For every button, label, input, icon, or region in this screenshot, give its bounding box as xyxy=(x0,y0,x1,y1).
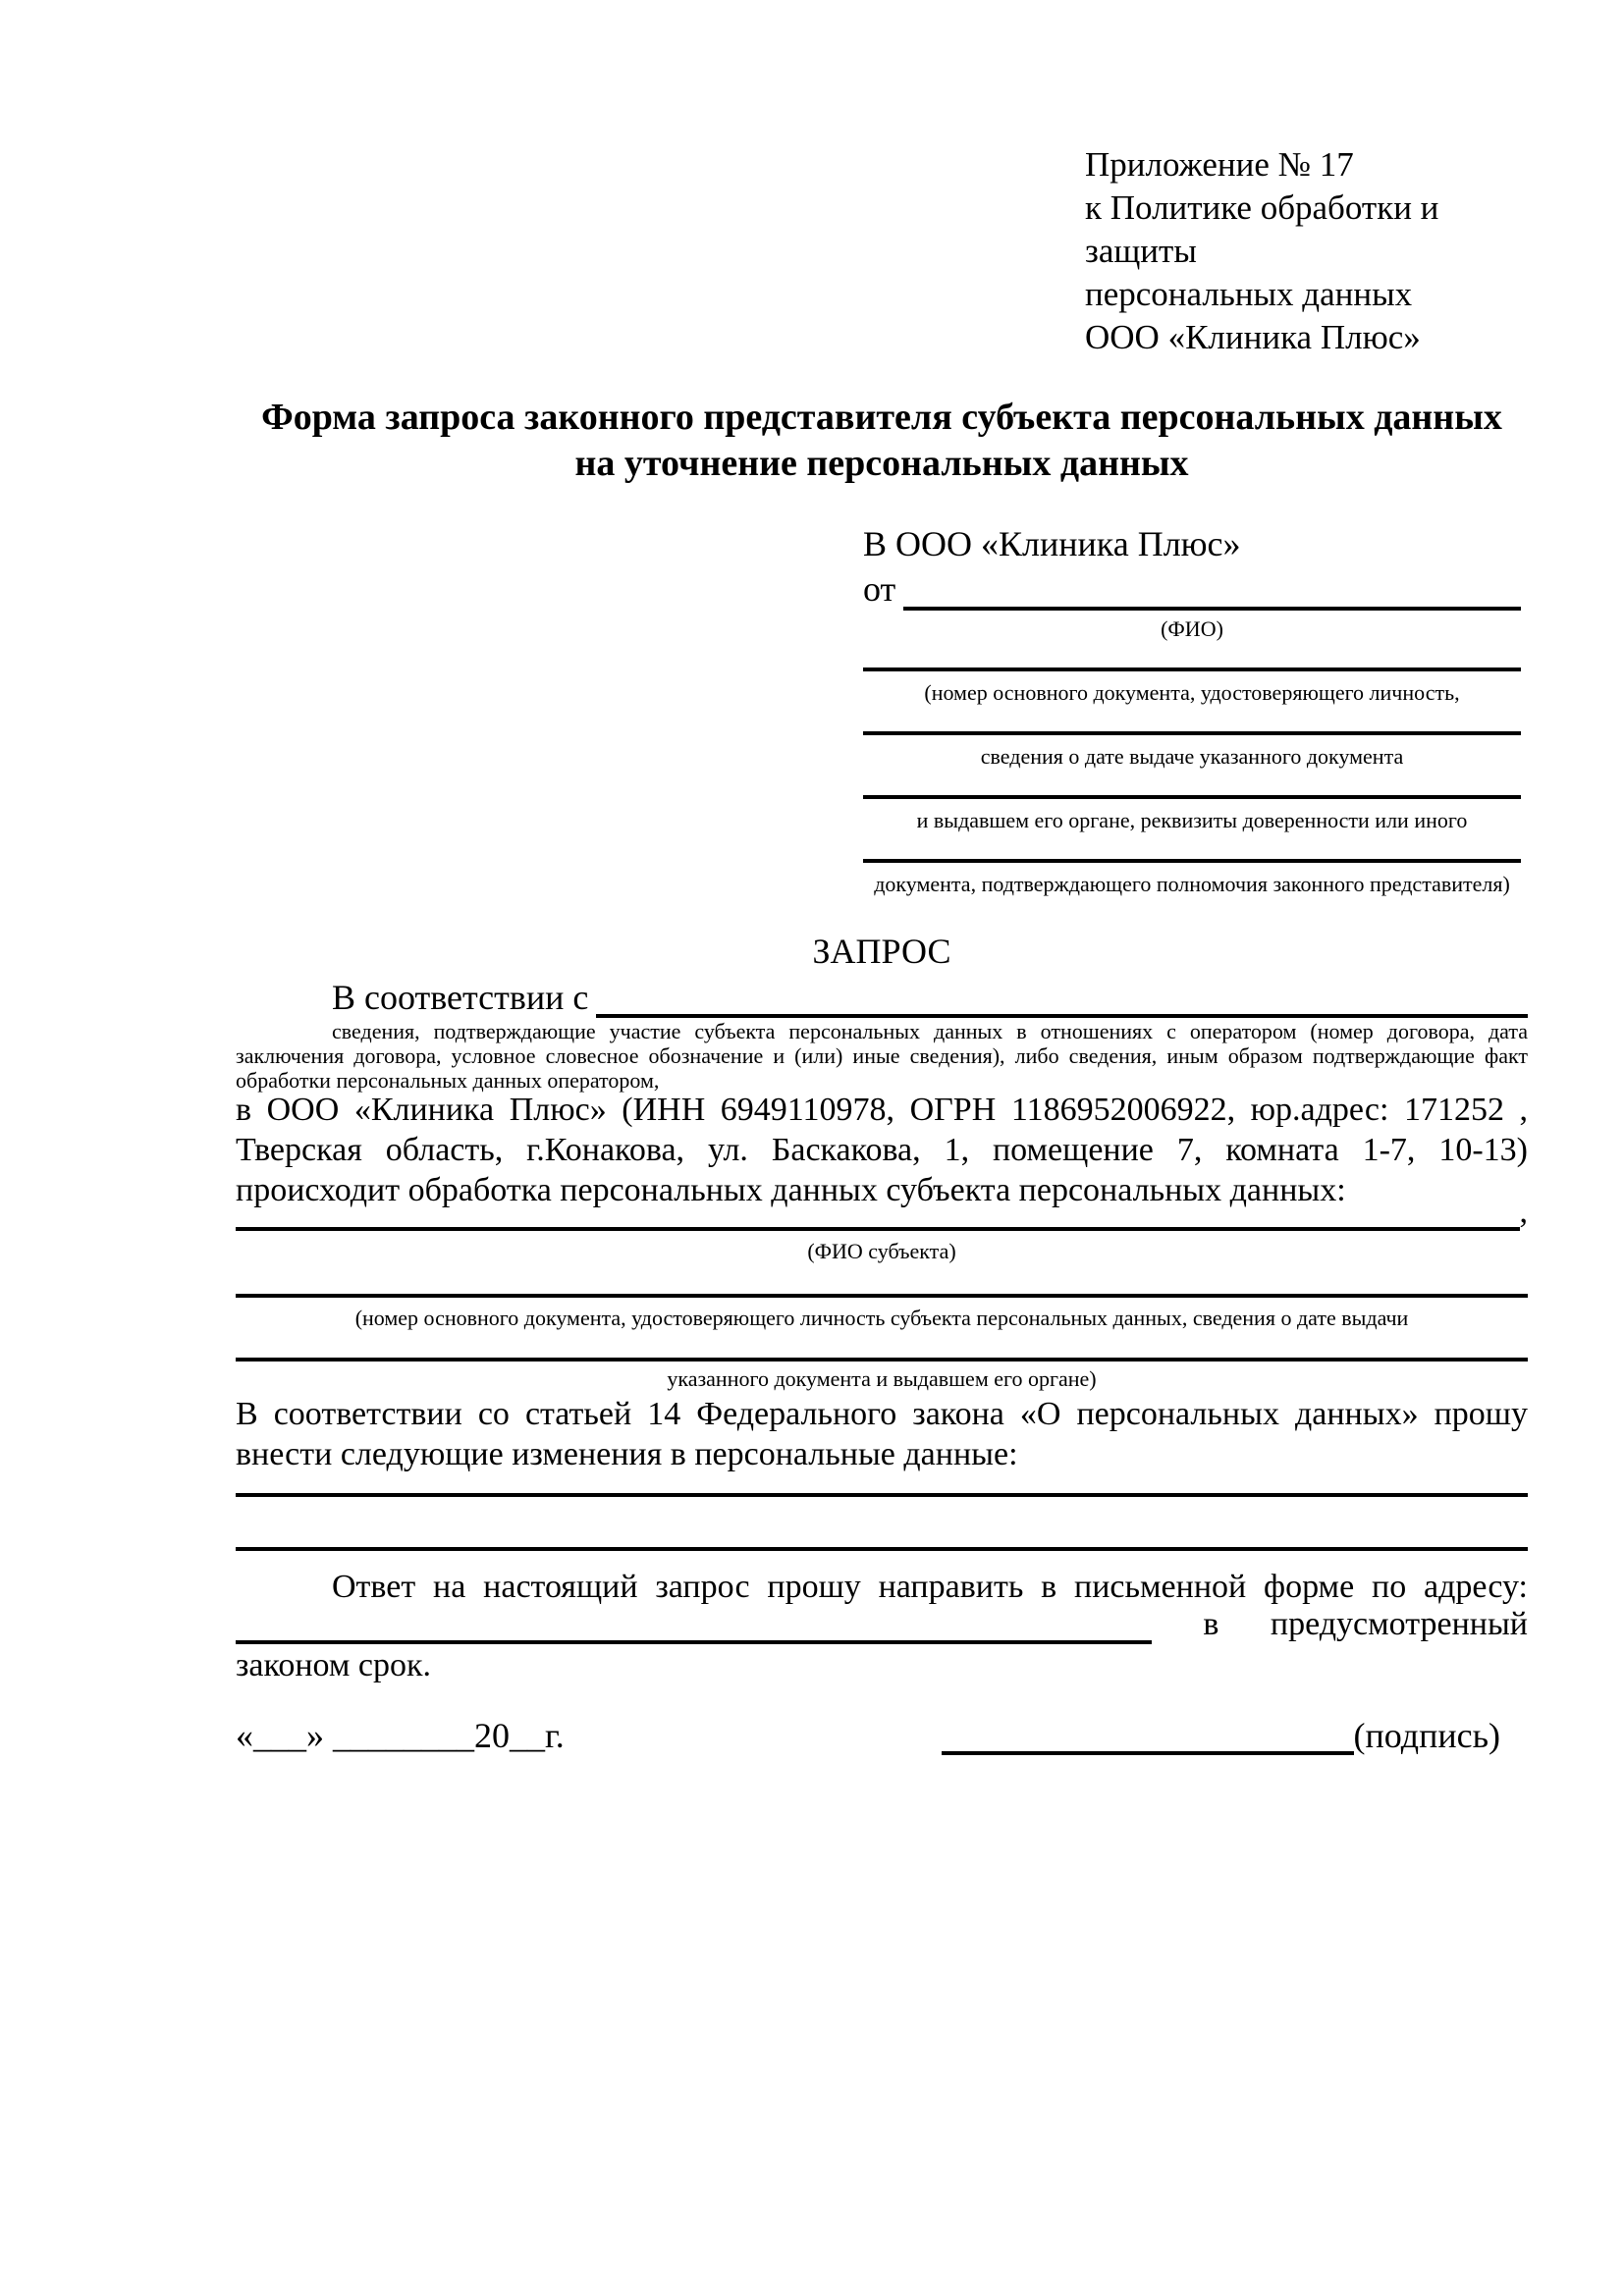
field-caption-1: (номер основного документа, удостоверяющего личность, xyxy=(924,680,1460,705)
appendix-block xyxy=(1085,143,1546,359)
reply-word-predusmotrenny: предусмотренный xyxy=(1270,1606,1528,1642)
signature-group xyxy=(942,1716,1500,1755)
appendix-line-2: к Политике обработки и защиты xyxy=(1085,188,1439,270)
addressee-field-4 xyxy=(863,833,1521,897)
field-caption-2: сведения о дате выдаче указанного документа xyxy=(980,744,1404,769)
addressee-to: В ООО «Клиника Плюс» xyxy=(863,524,1241,563)
blank-line xyxy=(863,770,1521,799)
addressee-field-3 xyxy=(863,770,1521,833)
from-label: от xyxy=(863,569,896,609)
intro-footnote xyxy=(236,1019,1528,1093)
subject-doc-caption-1: (номер основного документа, удостоверяющего личность субъекта персональных данных, сведения о дате выдачи xyxy=(354,1306,1409,1330)
subject-doc-blank-line-1 xyxy=(236,1260,1528,1298)
subject-fio-caption: (ФИО субъекта) xyxy=(807,1239,956,1263)
blank-line xyxy=(863,642,1521,671)
operator-line-1: в ООО «Клиника Плюс» (ИНН 6949110978, ОГРН 1186952006922, юр.адрес: 171252 , xyxy=(236,1092,1528,1128)
intro-blank-line xyxy=(596,977,1528,1018)
field-caption-4: документа, подтверждающего полномочия законного представителя) xyxy=(874,872,1510,896)
operator-line-2: Тверская область, г.Конакова, ул. Баскакова, 1, помещение 7, комната 1-7, 10-13) xyxy=(236,1132,1528,1168)
law-line-1: В соответствии со статьей 14 Федерального закона «О персональных данных» прошу xyxy=(236,1396,1528,1432)
subject-doc-blank-line-2 xyxy=(236,1324,1528,1362)
addressee-from-row xyxy=(863,567,1521,611)
subject-fio-blank-line xyxy=(236,1194,1520,1231)
intro-label: В соответствии с xyxy=(332,978,589,1017)
intro-footnote-line-1: сведения, подтверждающие участие субъекта персональных данных в отношениях с оператором (номер договора, дата xyxy=(332,1019,1528,1043)
blank-line xyxy=(863,706,1521,735)
operator-paragraph xyxy=(236,1090,1528,1210)
subject-doc-caption-2: указанного документа и выдавшем его органе) xyxy=(667,1366,1097,1391)
intro-row xyxy=(236,977,1528,1018)
changes-blank-line-1 xyxy=(236,1462,1528,1497)
fio-caption: (ФИО) xyxy=(1161,616,1223,641)
intro-footnote-line-2: заключения договора, условное словесное обозначение и (или) иные сведения), либо сведения, иным образом подтверждающие факт xyxy=(236,1043,1528,1068)
document-title xyxy=(236,395,1528,487)
addressee-field-1 xyxy=(863,642,1521,706)
document-title-line-1: Форма запроса законного представителя субъекта персональных данных xyxy=(261,397,1502,438)
signature-blank-line xyxy=(942,1722,1354,1755)
date-line: «___» ________20__г. xyxy=(236,1716,565,1755)
reply-line-1: Ответ на настоящий запрос прошу направить в письменной форме по адресу: xyxy=(332,1569,1528,1605)
reply-line-3: законом срок. xyxy=(236,1647,431,1683)
operator-line-3: происходит обработка персональных данных субъекта персональных данных: xyxy=(236,1172,1346,1208)
subject-fio-comma: , xyxy=(1519,1194,1528,1230)
signature-caption: (подпись) xyxy=(1353,1716,1500,1755)
reply-row xyxy=(236,1604,1528,1644)
from-blank-line xyxy=(903,567,1521,611)
appendix-line-1: Приложение № 17 xyxy=(1085,145,1354,184)
appendix-line-3: персональных данных xyxy=(1085,275,1413,313)
request-heading: ЗАПРОС xyxy=(812,932,951,971)
intro-footnote-line-3: обработки персональных данных оператором, xyxy=(236,1068,660,1093)
addressee-block xyxy=(863,522,1521,897)
blank-line xyxy=(863,833,1521,863)
appendix-line-4: ООО «Клиника Плюс» xyxy=(1085,318,1421,356)
addressee-field-2 xyxy=(863,706,1521,770)
changes-blank-line-2 xyxy=(236,1516,1528,1551)
reply-word-v: в xyxy=(1203,1606,1219,1642)
footer-row xyxy=(236,1716,1528,1755)
law-line-2: внести следующие изменения в персональные данные: xyxy=(236,1436,1018,1472)
document-title-line-2: на уточнение персональных данных xyxy=(574,443,1189,484)
reply-address-blank-line xyxy=(236,1621,1152,1644)
subject-fio-row xyxy=(236,1194,1528,1231)
field-caption-3: и выдавшем его органе, реквизиты доверенности или иного xyxy=(916,808,1468,832)
